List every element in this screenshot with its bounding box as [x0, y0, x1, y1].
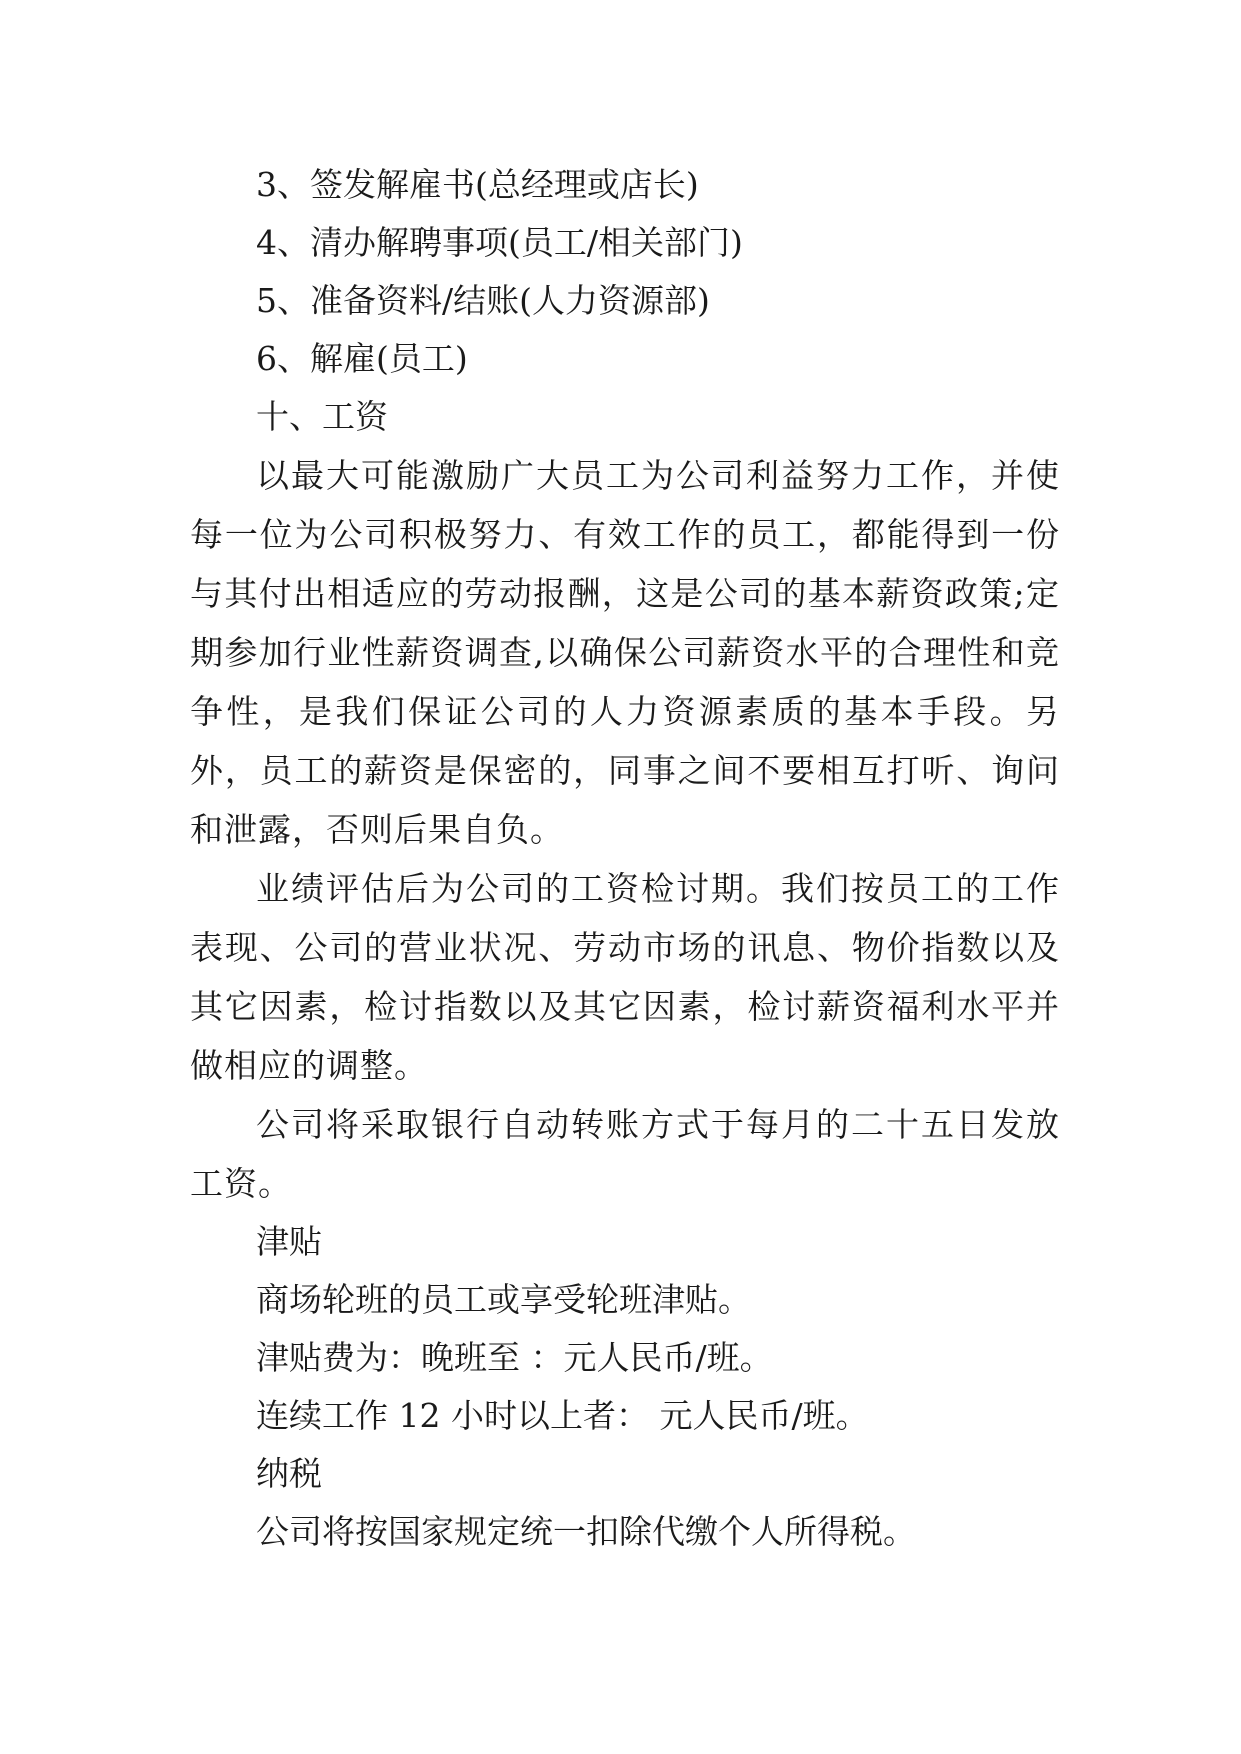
overtime-line: 连续工作 12 小时以上者： 元人民币/班。 [256, 1396, 869, 1435]
section-10-heading: 十、工资 [256, 397, 388, 436]
allowance-text: 商场轮班的员工或享受轮班津贴。 [256, 1280, 751, 1319]
step-6-line: 6、解雇(员工) [256, 339, 468, 378]
salary-policy-paragraph: 以最大可能激励广大员工为公司利益努力工作，并使每一位为公司积极努力、有效工作的员工，都能得到一份与其付出相适应的劳动报酬，这是公司的基本薪资政策;定期参加行业性薪资调查,以确保公司薪资水平的合理性和竞争性，是我们保证公司的人力资源素质的基本手段。另外，员工的薪资是保密的，同事之间不要相互打听、询问和泄露，否则后果自负。 [190, 456, 1060, 849]
allowance-heading: 津贴 [256, 1222, 322, 1261]
step-5-line: 5、准备资料/结账(人力资源部) [256, 281, 710, 320]
step-3-line: 3、签发解雇书(总经理或店长) [256, 165, 699, 204]
document-page [190, 156, 1060, 1561]
tax-text: 公司将按国家规定统一扣除代缴个人所得税。 [256, 1512, 916, 1551]
tax-heading: 纳税 [256, 1454, 322, 1493]
allowance-fee-line: 津贴费为：晚班至 ：元人民币/班。 [256, 1338, 773, 1377]
step-4-line: 4、清办解聘事项(员工/相关部门) [256, 223, 743, 262]
salary-payment-paragraph: 公司将采取银行自动转账方式于每月的二十五日发放工资。 [190, 1105, 1060, 1203]
salary-review-paragraph: 业绩评估后为公司的工资检讨期。我们按员工的工作表现、公司的营业状况、劳动市场的讯息、物价指数以及其它因素，检讨指数以及其它因素，检讨薪资福利水平并做相应的调整。 [190, 869, 1060, 1085]
